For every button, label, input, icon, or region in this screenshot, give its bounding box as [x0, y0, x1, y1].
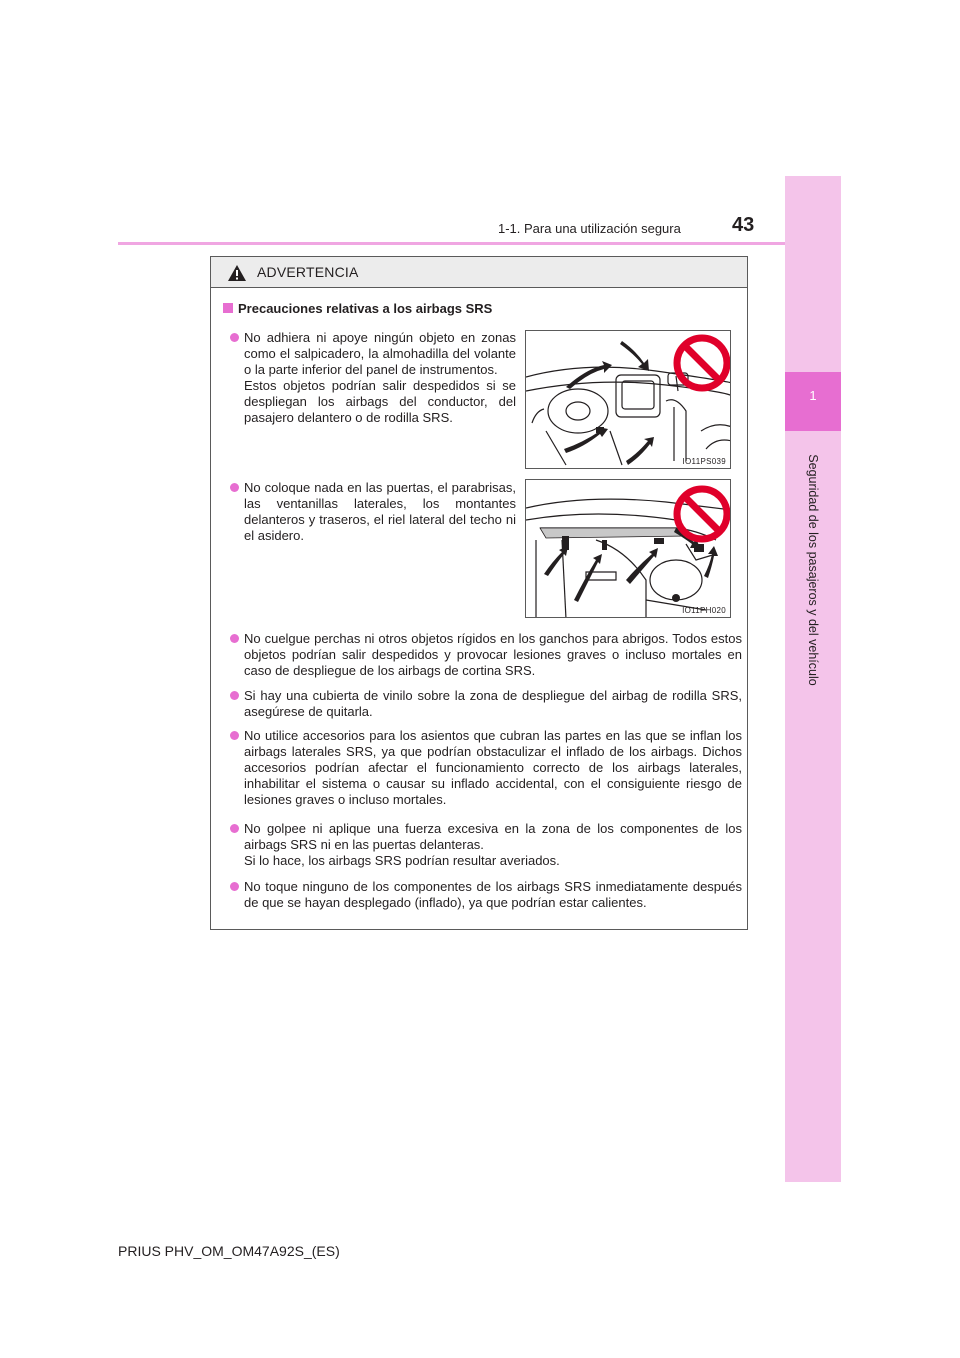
- bullet-dot-icon: [230, 882, 239, 891]
- bullet-dot-icon: [230, 483, 239, 492]
- chapter-title: Seguridad de los pasajeros y del vehículo: [806, 454, 820, 686]
- list-item: [244, 330, 516, 426]
- bullet-dot-icon: [230, 691, 239, 700]
- page-number: 43: [732, 214, 755, 236]
- bullet-dot-icon: [230, 333, 239, 342]
- bullet-text: No adhiera ni apoye ningún objeto en zonas como el salpicadero, la almohadilla del volante o la parte inferior del panel de instrumentos.: [244, 330, 516, 377]
- warning-title: ADVERTENCIA: [257, 264, 359, 280]
- bullet-text: No toque ninguno de los componentes de los airbags SRS inmediatamente después de que se hayan desplegado (inflado), ya que podrían estar calientes.: [244, 879, 742, 910]
- warning-box: [210, 256, 748, 930]
- figure-code: IO11PS039: [682, 457, 726, 466]
- warning-header: [211, 257, 747, 288]
- bullet-text: No coloque nada en las puertas, el parabrisas, las ventanillas laterales, los montantes delanteros y traseros, el riel lateral del techo ni el asidero.: [244, 480, 516, 543]
- list-item: [244, 688, 742, 720]
- header-divider: [118, 242, 785, 245]
- list-item: [244, 821, 742, 869]
- bullet-dot-icon: [230, 634, 239, 643]
- warning-subheading: [223, 301, 492, 316]
- bullet-dot-icon: [230, 731, 239, 740]
- dashboard-illustration: [526, 331, 731, 469]
- section-title: 1-1. Para una utilización segura: [498, 221, 681, 236]
- warning-triangle-icon: [227, 264, 247, 282]
- bullet-text-continued: Si lo hace, los airbags SRS podrían resultar averiados.: [244, 853, 560, 868]
- figure-dashboard: [525, 330, 731, 469]
- figure-interior: [525, 479, 731, 618]
- bullet-dot-icon: [230, 824, 239, 833]
- bullet-text: No golpee ni aplique una fuerza excesiva en la zona de los componentes de los airbags SRS ni en las puertas delanteras.: [244, 821, 742, 852]
- list-item: [244, 728, 742, 808]
- prohibited-icon: [677, 489, 727, 539]
- prohibited-icon: [677, 338, 727, 388]
- figure-code: IO11PH020: [682, 606, 726, 615]
- subheading-text: Precauciones relativas a los airbags SRS: [238, 301, 493, 316]
- chapter-number: 1: [809, 388, 817, 403]
- bullet-text: No utilice accesorios para los asientos que cubran las partes en las que se inflan los airbags laterales SRS, ya que podrían obstaculizar el inflado de los airbags. Dichos accesorios podrían afectar el funcionamiento correcto de los airbags laterales, inhabilitar el sistema o causar su inflado accidental, con el consiguiente riesgo de lesiones graves o incluso mortales.: [244, 728, 742, 807]
- list-item: [244, 480, 516, 544]
- bullet-text-continued: Estos objetos podrían salir despedidos si se despliegan los airbags del conductor, del pasajero delantero o de rodilla SRS.: [244, 378, 516, 425]
- bullet-text: Si hay una cubierta de vinilo sobre la zona de despliegue del airbag de rodilla SRS, asegúrese de quitarla.: [244, 688, 742, 719]
- list-item: [244, 631, 742, 679]
- interior-illustration: [526, 480, 731, 618]
- square-bullet-icon: [223, 303, 233, 313]
- bullet-text: No cuelgue perchas ni otros objetos rígidos en los ganchos para abrigos. Todos estos objetos podrían salir despedidos y provocar lesiones graves o incluso mortales en caso de despliegue de los airbags de cortina SRS.: [244, 631, 742, 678]
- list-item: [244, 879, 742, 911]
- document-id: PRIUS PHV_OM_OM47A92S_(ES): [118, 1243, 340, 1259]
